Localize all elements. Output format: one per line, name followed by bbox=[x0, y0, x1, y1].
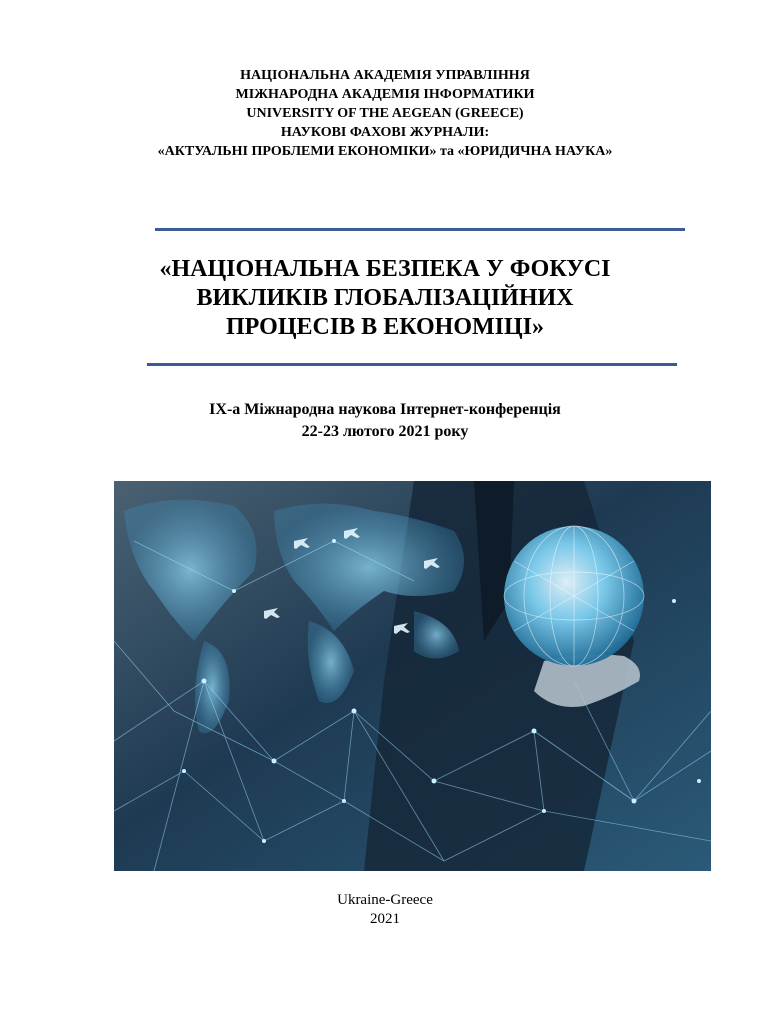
title-bottom-divider bbox=[147, 363, 677, 366]
organizations-header bbox=[0, 66, 770, 161]
header-line-university-aegean: UNIVERSITY OF THE AEGEAN (GREECE) bbox=[246, 106, 524, 121]
publication-year: 2021 bbox=[370, 911, 400, 927]
publication-footer bbox=[0, 891, 770, 929]
publication-place: Ukraine-Greece bbox=[337, 892, 433, 908]
title-line-2: ВИКЛИКІВ ГЛОБАЛІЗАЦІЙНИХ bbox=[196, 285, 574, 311]
conference-name: ІХ-а Міжнародна наукова Інтернет-конференція bbox=[209, 401, 561, 418]
header-line-journals: НАУКОВІ ФАХОВІ ЖУРНАЛИ: bbox=[280, 125, 490, 140]
conference-dates: 22-23 лютого 2021 року bbox=[301, 423, 469, 440]
header-line-academy-informatics: МІЖНАРОДНА АКАДЕМІЯ ІНФОРМАТИКИ bbox=[235, 87, 535, 102]
title-top-divider bbox=[155, 228, 685, 231]
title-line-1: «НАЦІОНАЛЬНА БЕЗПЕКА У ФОКУСІ bbox=[159, 256, 611, 282]
title-line-3: ПРОЦЕСІВ В ЕКОНОМІЦІ» bbox=[225, 314, 545, 340]
header-line-academy-management: НАЦІОНАЛЬНА АКАДЕМІЯ УПРАВЛІННЯ bbox=[240, 68, 530, 83]
header-line-journal-names: «АКТУАЛЬНІ ПРОБЛЕМИ ЕКОНОМІКИ» та «ЮРИДИЧНА НАУКА» bbox=[157, 144, 613, 159]
conference-info bbox=[0, 399, 770, 443]
conference-title bbox=[0, 255, 770, 342]
cover-illustration bbox=[114, 481, 711, 871]
global-network-image bbox=[114, 481, 711, 871]
